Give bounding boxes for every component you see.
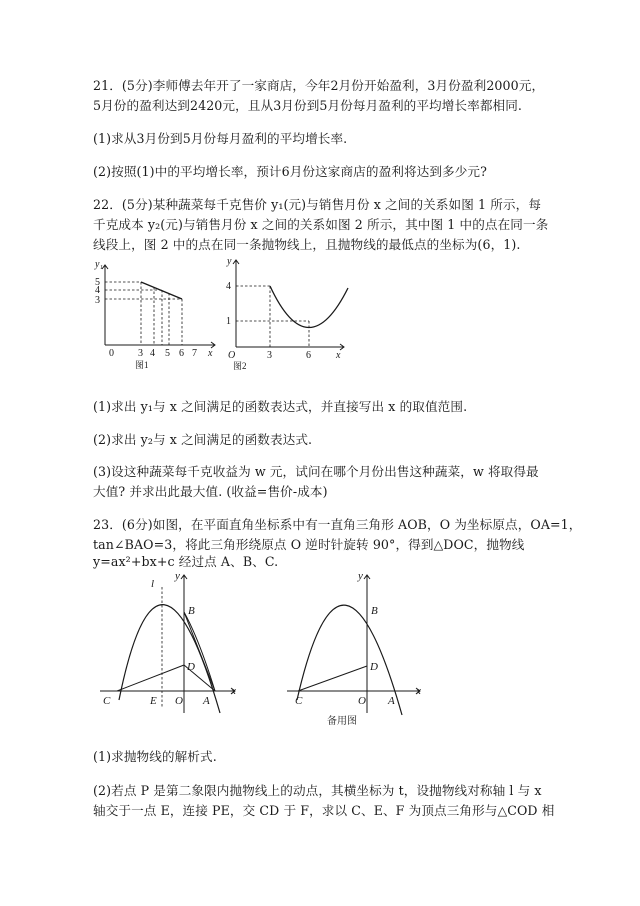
- fig2-y-label: y: [227, 256, 232, 267]
- figA-label-A: A: [203, 695, 210, 707]
- figB-caption: 备用图: [327, 716, 357, 727]
- fig1-caption: 图1: [135, 360, 149, 370]
- fig1-ytick-5: 5: [95, 277, 100, 288]
- q22-figure-1: [85, 255, 225, 375]
- fig1-ytick-4: 4: [95, 285, 100, 296]
- q23-part-2-line-1: (2)若点 P 是第二象限内抛物线上的动点，其横坐标为 t，设抛物线对称轴 l 与 x: [93, 783, 542, 798]
- figA-label-y: y: [175, 570, 180, 582]
- q23-part-1: (1)求抛物线的解析式.: [93, 749, 217, 764]
- q22-part-2: (2)求出 y₂与 x 之间满足的函数表达式.: [93, 432, 313, 447]
- figA-label-x: x: [231, 685, 236, 697]
- fig1-xtick-5: 5: [165, 348, 170, 359]
- fig2-xtick-3: 3: [267, 350, 272, 361]
- q23-part-2-line-2: 轴交于一点 E，连接 PE，交 CD 于 F，求以 C、E、F 为顶点三角形与△COD 相: [93, 803, 555, 818]
- figB-label-C: C: [295, 695, 303, 707]
- figB-label-O: O: [358, 695, 366, 707]
- q23-line-3: y=ax²+bx+c 经过点 A、B、C.: [93, 554, 279, 569]
- figA-label-O: O: [175, 695, 183, 707]
- fig1-xtick-3: 3: [138, 348, 143, 359]
- figB-parabola: [297, 605, 402, 715]
- figA-label-E: E: [150, 695, 157, 707]
- q22-line-2: 千克成本 y₂(元)与销售月份 x 之间的关系如图 2 所示，其中图 1 中的点在同一条: [93, 217, 549, 232]
- fig2-caption: 图2: [233, 361, 247, 371]
- q21-part-1: (1)求从3月份到5月份每月盈利的平均增长率.: [93, 131, 348, 146]
- fig2-xtick-6: 6: [306, 350, 311, 361]
- fig2-ytick-4: 4: [226, 281, 231, 292]
- figA-segment-CD: [117, 665, 184, 691]
- figA-label-C: C: [103, 695, 111, 707]
- figB-label-y: y: [358, 570, 363, 582]
- fig1-y-label: y₁: [95, 259, 103, 270]
- q22-part-1: (1)求出 y₁与 x 之间满足的函数表达式，并直接写出 x 的取值范围.: [93, 399, 468, 414]
- figA-label-D: D: [187, 661, 195, 673]
- q22-line-1: 22．(5分)某种蔬菜每千克售价 y₁(元)与销售月份 x 之间的关系如图 1 所示，每: [93, 197, 542, 212]
- q23-figure-main: [95, 567, 255, 717]
- q23-line-1: 23．(6分)如图，在平面直角坐标系中有一直角三角形 AOB，O 为坐标原点，OA=1，: [93, 517, 582, 532]
- fig1-xtick-7: 7: [192, 348, 197, 359]
- fig1-ytick-3: 3: [95, 295, 100, 306]
- fig2-x-label: x: [336, 350, 341, 361]
- fig1-origin: 0: [109, 348, 114, 359]
- q23-line-2: tan∠BAO=3，将此三角形绕原点 O 逆时针旋转 90°，得到△DOC，抛物线: [93, 537, 525, 552]
- q22-line-3: 线段上，图 2 中的点在同一条抛物线上，且抛物线的最低点的坐标为(6，1).: [93, 237, 521, 252]
- q21-line-2: 5月份的盈利达到2420元，且从3月份到5月份每月盈利的平均增长率都相同.: [93, 98, 523, 113]
- figB-label-B: B: [371, 605, 378, 617]
- figA-label-l: l: [151, 578, 155, 590]
- q22-figure-2: [222, 252, 352, 374]
- figB-label-D: D: [370, 661, 378, 673]
- fig2-origin: O: [228, 350, 236, 361]
- q22-part-3-line-1: (3)设这种蔬菜每千克收益为 w 元，试问在哪个月份出售这种蔬菜，w 将取得最: [93, 464, 539, 479]
- figA-label-B: B: [188, 605, 195, 617]
- fig1-xtick-6: 6: [179, 348, 184, 359]
- fig2-ytick-1: 1: [226, 316, 231, 327]
- fig1-xtick-4: 4: [150, 348, 155, 359]
- figA-segment-BA: [184, 612, 215, 691]
- q23-figure-spare: [282, 567, 432, 732]
- q22-part-3-line-2: 大值? 并求出此最大值. (收益=售价-成本): [93, 484, 328, 499]
- fig1-segment: [141, 282, 182, 299]
- figB-segment-CD: [298, 666, 367, 691]
- fig1-x-label: x: [208, 348, 213, 359]
- figB-label-A: A: [388, 695, 395, 707]
- q21-part-2: (2)按照(1)中的平均增长率，预计6月份这家商店的盈利将达到多少元?: [93, 164, 487, 179]
- figB-label-x: x: [416, 685, 421, 697]
- q21-line-1: 21．(5分)李师傅去年开了一家商店，今年2月份开始盈利，3月份盈利2000元，: [93, 78, 545, 93]
